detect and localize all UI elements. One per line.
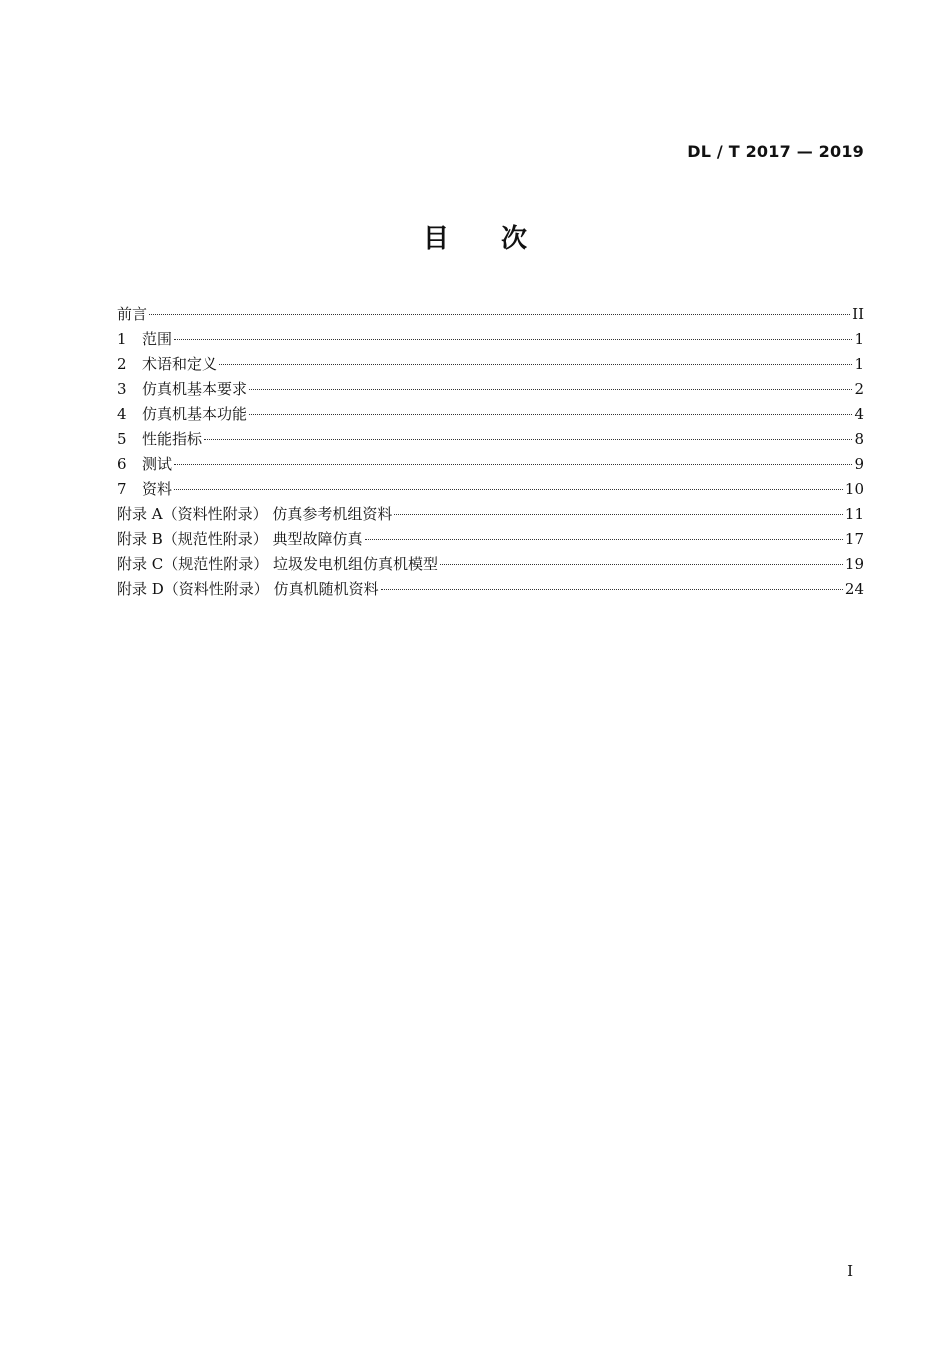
toc-entry-number: 6 <box>117 455 127 473</box>
toc-entry-page: II <box>852 305 864 323</box>
toc-entry-page: 10 <box>844 480 864 498</box>
toc-entry-label: 附录 A（资料性附录） 仿真参考机组资料 <box>117 505 393 523</box>
toc-entry-label: 附录 D（资料性附录） 仿真机随机资料 <box>117 580 379 598</box>
toc-entry-5[interactable] <box>117 427 864 452</box>
toc-entry-label: 仿真机基本要求 <box>142 380 248 398</box>
toc-entry-page: 24 <box>844 580 864 598</box>
toc-entry-page: 2 <box>854 380 864 398</box>
toc-leader-dots <box>365 539 843 540</box>
toc-entry-2[interactable] <box>117 352 864 377</box>
toc-entry-3[interactable] <box>117 377 864 402</box>
toc-entry-number: 7 <box>117 480 127 498</box>
toc-entry-appendix-c[interactable] <box>117 552 864 577</box>
toc-entry-page: 9 <box>854 455 864 473</box>
toc-leader-dots <box>149 314 850 315</box>
toc-title: 目次 <box>422 224 579 254</box>
toc-entry-number: 1 <box>117 330 127 348</box>
toc-entry-number: 3 <box>117 380 127 398</box>
toc-entry-label: 仿真机基本功能 <box>142 405 248 423</box>
toc-leader-dots <box>249 389 852 390</box>
toc-leader-dots <box>174 489 843 490</box>
toc-entry-1[interactable] <box>117 327 864 352</box>
toc-entry-4[interactable] <box>117 402 864 427</box>
page-number: I <box>847 1262 853 1280</box>
toc-entry-foreword[interactable] <box>117 302 864 327</box>
toc-entry-page: 1 <box>854 330 864 348</box>
toc-leader-dots <box>394 514 843 515</box>
toc-entry-page: 4 <box>854 405 864 423</box>
toc-entry-page: 1 <box>854 355 864 373</box>
toc-leader-dots <box>249 414 852 415</box>
toc-leader-dots <box>174 464 852 465</box>
toc-entry-number: 2 <box>117 355 127 373</box>
toc-entry-label: 术语和定义 <box>142 355 218 373</box>
toc-entry-page: 17 <box>844 530 864 548</box>
toc-entry-page: 19 <box>844 555 864 573</box>
toc-leader-dots <box>381 589 843 590</box>
toc-entry-appendix-d[interactable] <box>117 577 864 602</box>
toc-entry-label: 附录 C（规范性附录） 垃圾发电机组仿真机模型 <box>117 555 439 573</box>
standard-code: DL / T 2017 — 2019 <box>687 142 864 161</box>
toc-entry-label: 附录 B（规范性附录） 典型故障仿真 <box>117 530 363 548</box>
toc-entry-label: 前言 <box>117 305 148 323</box>
table-of-contents <box>117 302 864 602</box>
toc-leader-dots <box>204 439 852 440</box>
toc-entry-page: 11 <box>844 505 864 523</box>
toc-entry-label: 资料 <box>142 480 173 498</box>
toc-entry-label: 测试 <box>142 455 173 473</box>
toc-entry-number: 5 <box>117 430 127 448</box>
toc-leader-dots <box>174 339 852 340</box>
toc-entry-6[interactable] <box>117 452 864 477</box>
toc-leader-dots <box>440 564 843 565</box>
toc-entry-page: 8 <box>854 430 864 448</box>
toc-leader-dots <box>219 364 852 365</box>
toc-entry-7[interactable] <box>117 477 864 502</box>
toc-entry-label: 性能指标 <box>142 430 203 448</box>
toc-entry-appendix-a[interactable] <box>117 502 864 527</box>
toc-entry-appendix-b[interactable] <box>117 527 864 552</box>
toc-entry-label: 范围 <box>142 330 173 348</box>
toc-entry-number: 4 <box>117 405 127 423</box>
